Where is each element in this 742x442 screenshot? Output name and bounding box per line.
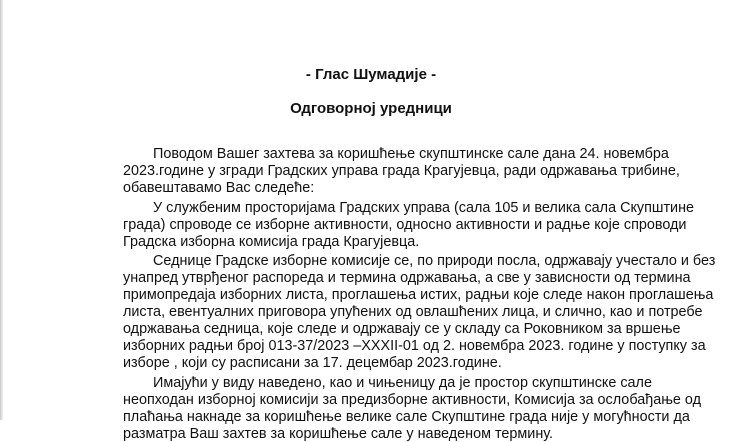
text-line: унапред утврђеног распореда и термина одржавања, а све у зависности од термина bbox=[123, 270, 628, 287]
text-line: У службеним просторијама Градских управа (сала 105 и велика сала Скупштине bbox=[123, 200, 628, 217]
document-title: - Глас Шумадије - bbox=[0, 66, 742, 83]
text-line: примопредаја изборних листа, проглашења истих, радњи које следе након проглашења bbox=[123, 287, 628, 304]
text-line: разматра Ваш захтев за коришћење сале у наведеном термину. bbox=[123, 426, 628, 442]
paragraph bbox=[123, 253, 628, 371]
paragraph bbox=[123, 146, 628, 197]
addressee-line: Одговорној уредници bbox=[0, 100, 742, 117]
text-line: Седнице Градске изборне комисије се, по природи посла, одржавају учестало и без bbox=[123, 253, 628, 270]
text-line: Градска изборна комисија града Крагујевца. bbox=[123, 234, 628, 251]
text-line: обавештавамо Вас следеће: bbox=[123, 180, 628, 197]
text-line: града) спроводе се изборне активности, односно активности и радње које спроводи bbox=[123, 217, 628, 234]
text-line: плаћања накнаде за коришћење велике сале Скупштине града није у могућности да bbox=[123, 409, 628, 426]
page-edge-shadow bbox=[0, 0, 3, 420]
paragraph bbox=[123, 375, 628, 442]
text-line: изборе , који су расписани за 17. децембар 2023.године. bbox=[123, 355, 628, 372]
text-line: листа, евентуалних приговора упућених од овлашћених лица, и слично, као и потребе bbox=[123, 304, 628, 321]
text-line: изборних радњи број 013-37/2023 –XXXII-01 од 2. новембра 2023. године у поступку за bbox=[123, 338, 628, 355]
text-line: неопходан изборној комисији за предизборне активности, Комисија за ослобађање од bbox=[123, 392, 628, 409]
paragraph bbox=[123, 200, 628, 251]
text-line: 2023.године у згради Градских управа града Крагујевца, ради одржавања трибине, bbox=[123, 163, 628, 180]
text-line: Поводом Вашег захтева за коришћење скупштинске сале дана 24. новембра bbox=[123, 146, 628, 163]
letter-body bbox=[123, 146, 628, 442]
text-line: Имајући у виду наведено, као и чињеницу да је простор скупштинске сале bbox=[123, 375, 628, 392]
text-line: одржавања седница, које следе и одржавају се у складу са Роковником за вршење bbox=[123, 321, 628, 338]
